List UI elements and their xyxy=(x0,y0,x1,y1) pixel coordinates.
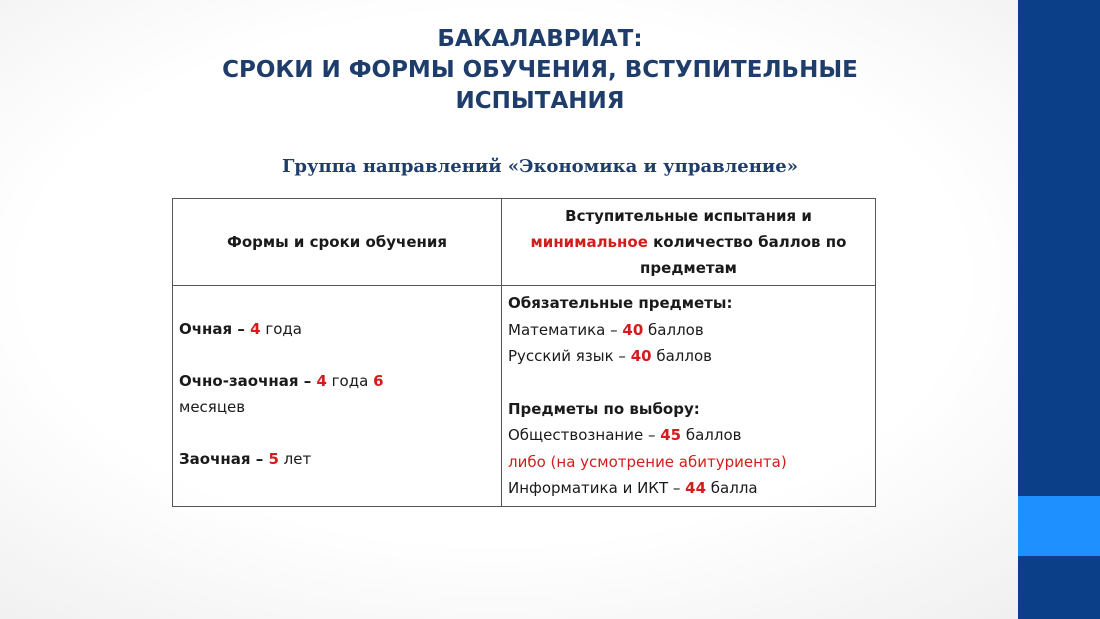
form-full-time-unit: года xyxy=(260,320,302,338)
header-forms: Формы и сроки обучения xyxy=(173,199,502,286)
form-full-time-label: Очная xyxy=(179,320,233,338)
exam-russian-label: Русский язык – xyxy=(508,347,631,365)
form-distance-label: Заочная xyxy=(179,450,251,468)
exam-russian-unit: баллов xyxy=(651,347,712,365)
exam-russian-score: 40 xyxy=(630,347,652,365)
title-line-2: СРОКИ И ФОРМЫ ОБУЧЕНИЯ, ВСТУПИТЕЛЬНЫЕ xyxy=(222,57,858,83)
exam-russian xyxy=(508,343,869,370)
header-exams-text-2: количество баллов по предметам xyxy=(640,233,847,277)
table-body-row xyxy=(173,286,876,507)
subjects-cell xyxy=(502,286,876,507)
exam-math xyxy=(508,317,869,344)
form-distance-sep: – xyxy=(250,450,269,468)
admission-table xyxy=(172,198,876,507)
form-full-time-years: 4 xyxy=(250,320,261,338)
header-exams-highlight: минимальное xyxy=(530,233,648,251)
exam-social xyxy=(508,422,869,449)
table-header-row xyxy=(173,199,876,286)
required-heading: Обязательные предметы: xyxy=(508,294,733,312)
form-distance xyxy=(179,446,495,472)
exam-informatics-unit: балла xyxy=(706,479,758,497)
exam-math-score: 40 xyxy=(622,320,644,339)
form-distance-unit: лет xyxy=(278,450,312,468)
form-part-time xyxy=(179,368,495,394)
forms-cell xyxy=(173,286,502,507)
exam-social-label: Обществознание – xyxy=(508,426,661,444)
header-exams-text-1: Вступительные испытания и xyxy=(565,207,812,225)
slide-subtitle: Группа направлений «Экономика и управление» xyxy=(282,156,798,177)
slide-title xyxy=(150,24,930,117)
header-exams xyxy=(502,199,876,286)
exam-informatics xyxy=(508,475,869,502)
exam-social-unit: баллов xyxy=(681,426,742,444)
form-full-time-sep: – xyxy=(232,320,251,338)
title-line-1: БАКАЛАВРИАТ: xyxy=(437,26,643,52)
title-line-3: ИСПЫТАНИЯ xyxy=(455,88,625,114)
form-part-time-years: 4 xyxy=(316,372,327,390)
exam-or-note: либо (на усмотрение абитуриента) xyxy=(508,452,787,471)
exam-math-unit: баллов xyxy=(643,320,704,339)
form-part-time-months: 6 xyxy=(373,372,384,390)
form-part-time-unit: месяцев xyxy=(179,398,246,416)
form-distance-years: 5 xyxy=(268,450,279,468)
form-full-time xyxy=(179,316,495,342)
exam-informatics-label: Информатика и ИКТ – xyxy=(508,479,686,497)
form-part-time-mid: года xyxy=(326,372,374,390)
right-accent-block xyxy=(1018,496,1100,556)
exam-social-score: 45 xyxy=(660,426,682,444)
elective-heading: Предметы по выбору: xyxy=(508,399,700,418)
form-part-time-label: Очно-заочная xyxy=(179,372,299,390)
exam-informatics-score: 44 xyxy=(685,479,707,497)
exam-math-label: Математика – xyxy=(508,320,623,339)
form-part-time-sep: – xyxy=(298,372,317,390)
